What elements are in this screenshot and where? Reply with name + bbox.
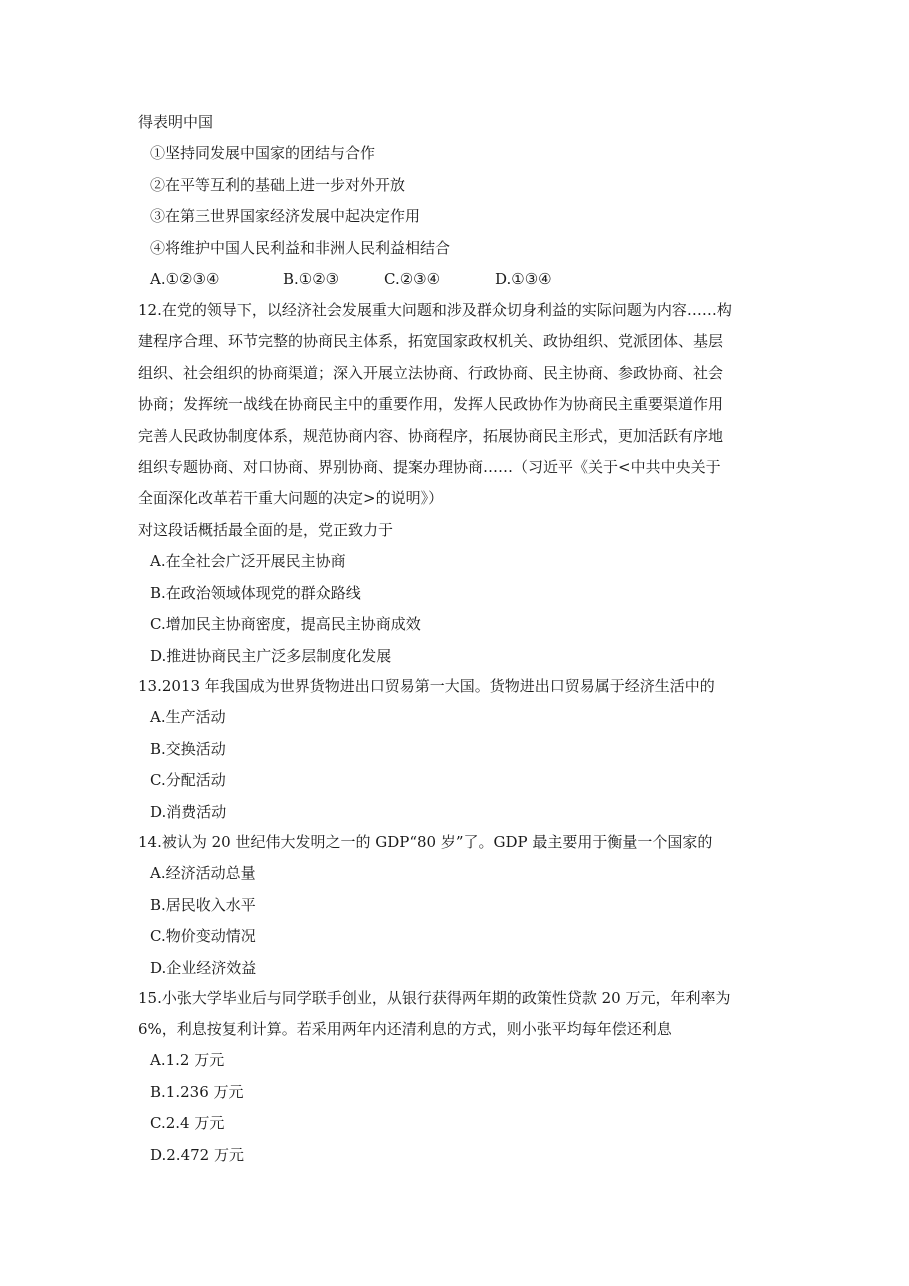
q15-option-c: C.2.4 万元 [150,1114,225,1132]
q12-line-4: 协商；发挥统一战线在协商民主中的重要作用，发挥人民政协作为协商民主重要渠道作用 [138,395,724,413]
q12-option-b: B.在政治领域体现党的群众路线 [150,584,361,602]
q11-stem-end: 得表明中国 [138,113,214,131]
q15-option-d: D.2.472 万元 [150,1146,244,1164]
q15-stem-line-2: 6%，利息按复利计算。若采用两年内还清利息的方式，则小张平均每年偿还利息 [138,1020,672,1038]
q11-choice-c: C.②③④ [384,270,441,288]
q12-line-3: 组织、社会组织的协商渠道；深入开展立法协商、行政协商、民主协商、参政协商、社会 [138,364,724,382]
q14-stem: 14.被认为 20 世纪伟大发明之一的 GDP“80 岁”了。GDP 最主要用于衡量一个国家的 [138,833,713,851]
q11-statement-2: ②在平等互利的基础上进一步对外开放 [150,176,406,194]
q11-choice-a: A.①②③④ [150,270,220,288]
q14-option-d: D.企业经济效益 [150,959,257,977]
q13-option-c: C.分配活动 [150,771,226,789]
q13-stem: 13.2013 年我国成为世界货物进出口贸易第一大国。货物进出口贸易属于经济生活中的 [138,677,715,695]
q12-line-8: 对这段话概括最全面的是，党正致力于 [138,521,394,539]
q12-line-1: 12.在党的领导下，以经济社会发展重大问题和涉及群众切身利益的实际问题为内容……构 [138,301,732,319]
q11-statement-4: ④将维护中国人民利益和非洲人民利益相结合 [150,239,451,257]
q13-option-a: A.生产活动 [150,708,226,726]
q14-option-a: A.经济活动总量 [150,864,256,882]
q12-line-2: 建程序合理、环节完整的协商民主体系，拓宽国家政权机关、政协组织、党派团体、基层 [138,332,724,350]
q11-statement-1: ①坚持同发展中国家的团结与合作 [150,144,376,162]
q12-option-d: D.推进协商民主广泛多层制度化发展 [150,647,392,665]
q15-option-a: A.1.2 万元 [150,1051,225,1069]
q15-option-b: B.1.236 万元 [150,1083,244,1101]
q11-choice-b: B.①②③ [283,270,340,288]
q12-line-7: 全面深化改革若干重大问题的决定>的说明》） [138,489,444,507]
q13-option-d: D.消费活动 [150,803,227,821]
q14-option-b: B.居民收入水平 [150,896,256,914]
q12-line-5: 完善人民政协制度体系，规范协商内容、协商程序，拓展协商民主形式，更加活跃有序地 [138,427,724,445]
q11-statement-3: ③在第三世界国家经济发展中起决定作用 [150,207,421,225]
q11-choices [150,268,710,290]
q12-option-a: A.在全社会广泛开展民主协商 [150,552,346,570]
q14-option-c: C.物价变动情况 [150,927,256,945]
q15-stem-line-1: 15.小张大学毕业后与同学联手创业，从银行获得两年期的政策性贷款 20 万元，年利率为 [138,989,731,1007]
q12-option-c: C.增加民主协商密度，提高民主协商成效 [150,615,421,633]
q11-choice-d: D.①③④ [495,270,552,288]
q13-option-b: B.交换活动 [150,740,226,758]
q12-line-6: 组织专题协商、对口协商、界别协商、提案办理协商……（习近平《关于<中共中央关于 [138,458,721,476]
